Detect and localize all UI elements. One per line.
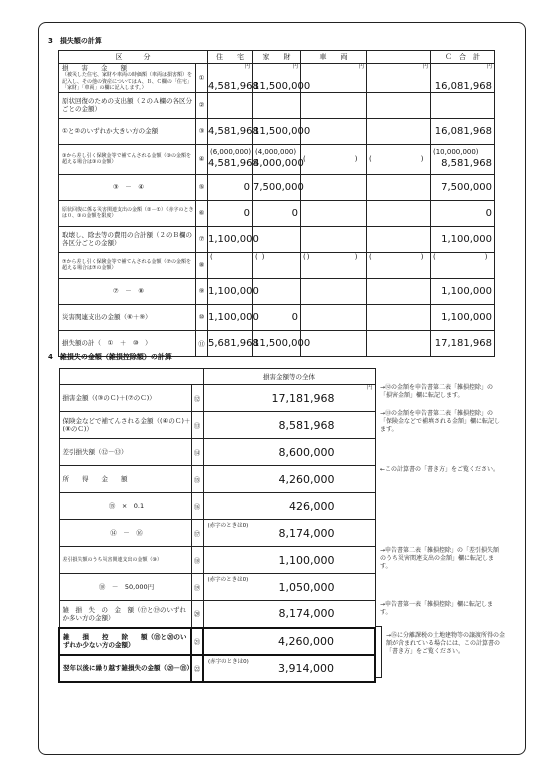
- unit-label: 円: [486, 64, 492, 70]
- table-row: [59, 574, 375, 601]
- cell-blank: [367, 304, 431, 330]
- cell-household: 11,500,000: [253, 330, 301, 356]
- cell-household: 0: [253, 304, 301, 330]
- table-row: [59, 64, 495, 93]
- row-number: ⑩: [196, 304, 208, 330]
- cell-value: 1,050,000: [278, 580, 335, 594]
- row-sublabel: （被災した住宅、家財や車両の時価額（車両は損害額）を記入し、その他の資産についてはＡ、Ｂ、Ｃ欄の「住宅」「家財」「車両」の欄に記入します。）: [62, 72, 193, 91]
- table-row: [59, 547, 375, 574]
- cell-vehicle: [301, 92, 367, 118]
- table-header: [59, 369, 375, 385]
- minus-note: (赤字のときは0): [208, 658, 249, 665]
- row-number: ⑲: [191, 574, 203, 601]
- row-number: ⑧: [196, 252, 208, 278]
- cell-total: 0: [431, 200, 495, 226]
- cell-house: 0: [208, 200, 253, 226]
- row-number: ⑨: [196, 278, 208, 304]
- row-label: ⑦ － ⑧: [59, 278, 196, 304]
- row-number: ⑤: [196, 174, 208, 200]
- row-number: ③: [196, 118, 208, 144]
- cell-value: 8,600,000: [203, 439, 375, 466]
- table-row: [59, 412, 375, 439]
- cell-total: 8,581,968: [441, 158, 492, 169]
- note-row18: →申告書第二表「雑損控除」の「差引損失額のうち災害関連支出の金額」欄に転記します。: [380, 547, 500, 570]
- cell-vehicle: [301, 174, 367, 200]
- minus-note: (赤字のときは0): [207, 577, 249, 583]
- cell-total: 1,100,000: [431, 226, 495, 252]
- cell-household: 0: [253, 200, 301, 226]
- unit-label: 円: [292, 64, 298, 70]
- cell-total-paren: (10,000,000): [433, 148, 479, 156]
- row-label: 雑 損 控 除 額（⑮と⑳のいずれか少ない方の金額）: [59, 628, 191, 655]
- row-label: 所 得 金 額: [59, 466, 191, 493]
- cell-blank: [367, 226, 431, 252]
- row-number: ①: [196, 64, 208, 93]
- table-row: [59, 174, 495, 200]
- cell-total: 7,500,000: [431, 174, 495, 200]
- row-number: ⑮: [191, 466, 203, 493]
- cell-house: 1,100,000: [208, 278, 253, 304]
- unit-label: 円: [422, 64, 428, 70]
- cell-total: 17,181,968: [431, 330, 495, 356]
- cell-vehicle: [301, 226, 367, 252]
- row-label: 原状回復のための支出額（２のＡ欄の各区分ごとの金額）: [59, 92, 196, 118]
- table-row: [59, 92, 495, 118]
- header-blank: [367, 51, 431, 64]
- header-overall: 損害金額等の全体: [203, 369, 375, 385]
- row-label: ①と②のいずれか大きい方の金額: [59, 118, 196, 144]
- table-row: [59, 200, 495, 226]
- header-vehicle: 車 両: [301, 51, 367, 64]
- table-row: [59, 304, 495, 330]
- row-label: 取壊し、除去等の費用の合計額（２のＢ欄の各区分ごとの金額）: [59, 226, 196, 252]
- row-label: 翌年以後に繰り越す雑損失の金額（⑳－⑮）: [59, 655, 191, 682]
- cell-vehicle: [301, 200, 367, 226]
- row-label: ⑱ － 50,000円: [59, 574, 191, 601]
- unit-label: 円: [244, 64, 250, 70]
- table-row: [59, 493, 375, 520]
- cell-blank: [367, 174, 431, 200]
- row-label: 原状回復に係る災害関連支出の金額（②－①）（赤字のときは０、③の金額を限度）: [59, 200, 196, 226]
- cell-vehicle: [301, 278, 367, 304]
- cell-value: 1,100,000: [203, 547, 375, 574]
- cell-total: [431, 92, 495, 118]
- cell-vehicle: [301, 304, 367, 330]
- row-number: ⑯: [191, 493, 203, 520]
- cell-house: 4,581,968: [208, 80, 259, 92]
- unit-label: 円: [366, 385, 373, 391]
- cell-value: 3,914,000: [278, 661, 334, 675]
- cell-blank: [367, 278, 431, 304]
- row-label: ⑮ × 0.1: [59, 493, 191, 520]
- bracket: [376, 626, 382, 678]
- cell-house: 5,681,968: [208, 330, 253, 356]
- cell-value: 4,260,000: [203, 628, 375, 655]
- row-label: 差引損失額（⑫－⑬）: [59, 439, 191, 466]
- row-number: ⑱: [191, 547, 203, 574]
- cell-value: 8,174,000: [278, 526, 335, 540]
- cell-house: 1,100,000: [208, 226, 253, 252]
- cell-house-paren: (6,000,000): [210, 148, 252, 156]
- row-label: 損害金額（(③のＣ)＋(⑦のＣ)）: [59, 385, 191, 412]
- cell-house: [208, 92, 253, 118]
- cell-total: 1,100,000: [431, 278, 495, 304]
- cell-household: [253, 278, 301, 304]
- miscellaneous-loss-table: [58, 368, 376, 683]
- cell-household: [253, 92, 301, 118]
- cell-value: 8,581,968: [203, 412, 375, 439]
- row-number: ⑬: [191, 412, 203, 439]
- row-number: ⑪: [196, 330, 208, 356]
- cell-household: 4,000,000: [253, 158, 304, 169]
- row-label: 保険金などで補てんされる金額（(④のＣ)＋(⑧のＣ)）: [59, 412, 191, 439]
- cell-total: 16,081,968: [434, 80, 492, 92]
- row-label: 雑 損 失 の 金 額（⑰と⑲のいずれか多い方の金額）: [59, 601, 191, 628]
- cell-house: 0: [208, 174, 253, 200]
- row-number: ㉑: [191, 628, 203, 655]
- cell-household: [253, 226, 301, 252]
- cell-house: 4,581,968: [208, 158, 259, 169]
- table-row: [59, 385, 375, 412]
- cell-value: 4,260,000: [203, 466, 375, 493]
- row-label: ③から差し引く保険金等で補てんされる金額（③の金額を超える場合は③の金額）: [59, 144, 196, 174]
- table-row: [59, 466, 375, 493]
- row-number: ②: [196, 92, 208, 118]
- row-number: ㉒: [191, 655, 203, 682]
- table-header: [59, 51, 495, 64]
- row-label: 差引損失額のうち災害関連支出の金額（⑩）: [59, 547, 191, 574]
- section3-title: 3 損失額の計算: [48, 37, 102, 45]
- row-label: 損失額の計（ ① ＋ ⑩ ）: [59, 330, 196, 356]
- table-row: ③から差し引く保険金等で補てんされる金額（③の金額を超える場合は③の金額） ④ (6,000,000) 4,581,968 (4,000,000) 4,000,000 ( ) ( ) (10,000,000) 8,581,968: [59, 144, 495, 174]
- table-row: [59, 439, 375, 466]
- cell-blank: [367, 200, 431, 226]
- row-number: ⑦: [196, 226, 208, 252]
- header-household: 家 財: [253, 51, 301, 64]
- section4-title: 4 雑損失の金額（雑損控除額）の計算: [48, 353, 172, 361]
- cell-blank: [367, 330, 431, 356]
- cell-household: 7,500,000: [253, 174, 301, 200]
- cell-household-paren: (4,000,000): [255, 148, 297, 156]
- header-house: 住 宅: [208, 51, 253, 64]
- table-row: ⑦から差し引く保険金等で補てんされる金額（⑦の金額を超える場合は⑦の金額） ⑧ ( ) ( ) ( ) ( ) ( ): [59, 252, 495, 278]
- cell-value: 426,000: [203, 493, 375, 520]
- row-number: ④: [196, 144, 208, 174]
- cell-total: 1,100,000: [431, 304, 495, 330]
- row-label: 災害関連支出の金額（⑥＋⑨）: [59, 304, 196, 330]
- row-label: ③ － ④: [59, 174, 196, 200]
- unit-label: 円: [358, 64, 364, 70]
- table-row: [59, 118, 495, 144]
- row-label: ⑦から差し引く保険金等で補てんされる金額（⑦の金額を超える場合は⑦の金額）: [59, 252, 196, 278]
- cell-total: 16,081,968: [431, 118, 495, 144]
- row-number: ⑫: [191, 385, 203, 412]
- row-number: ⑰: [191, 520, 203, 547]
- table-row: [59, 601, 375, 628]
- row-label: 損 害 金 額: [62, 64, 127, 72]
- loss-calculation-table: [58, 50, 495, 357]
- minus-note: (赤字のときは0): [207, 523, 249, 529]
- table-row: [59, 655, 375, 682]
- cell-value: 8,174,000: [203, 601, 375, 628]
- cell-house: 4,581,968: [208, 118, 253, 144]
- cell-blank: [367, 118, 431, 144]
- row-number: ⑭: [191, 439, 203, 466]
- note-row12: →⑫の金額を申告書第二表「雑損控除」の「損害金額」欄に転記します。: [380, 384, 494, 399]
- cell-vehicle: [301, 330, 367, 356]
- row-number: ⑳: [191, 601, 203, 628]
- cell-value: 17,181,968: [271, 391, 335, 405]
- note-row21: →⑮に分離課税の土地建物等の譲渡所得の金額が含まれている場合には、この計算書の「書き方」をご覧ください。: [386, 632, 506, 655]
- cell-household: 11,500,000: [253, 80, 311, 92]
- note-row15: ←この計算書の「書き方」をご覧ください。: [380, 466, 500, 473]
- cell-vehicle: [301, 118, 367, 144]
- row-number: ⑥: [196, 200, 208, 226]
- note-row20: →申告書第一表「雑損控除」欄に転記します。: [380, 601, 494, 616]
- table-row: [59, 226, 495, 252]
- table-row: [59, 628, 375, 655]
- row-label: ⑭ － ⑯: [59, 520, 191, 547]
- cell-house: 1,100,000: [208, 304, 253, 330]
- table-row: [59, 278, 495, 304]
- header-total: Ｃ 合 計: [431, 51, 495, 64]
- header-category: 区 分: [59, 51, 208, 64]
- table-row: [59, 520, 375, 547]
- note-row13: →⑬の金額を申告書第二表「雑損控除」の「保険金などで補填される金額」欄に転記します。: [380, 410, 501, 433]
- cell-household: 11,500,000: [253, 118, 301, 144]
- cell-blank: [367, 92, 431, 118]
